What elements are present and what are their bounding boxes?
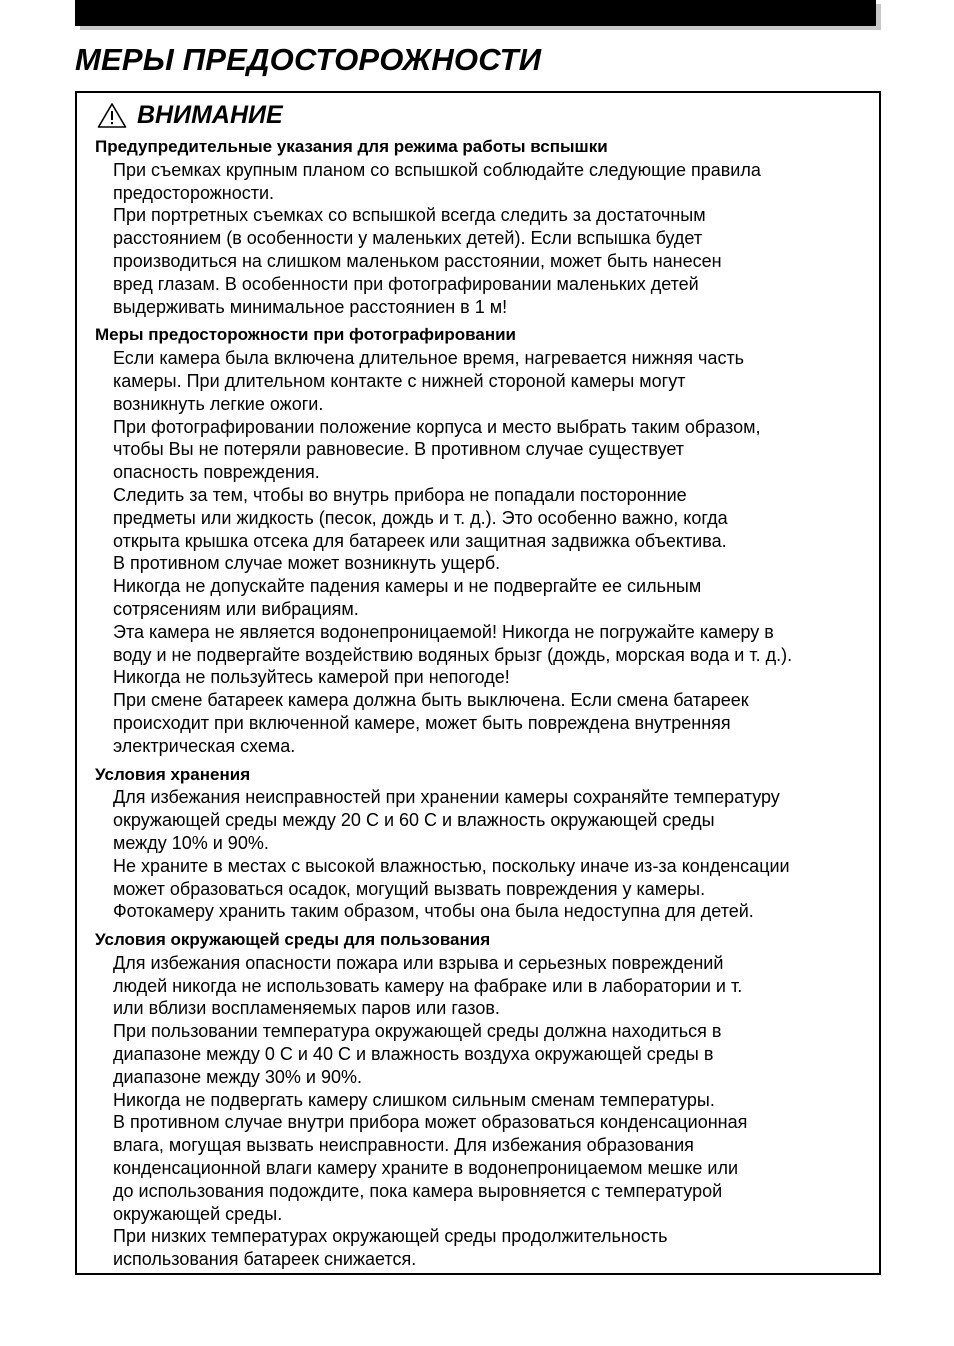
section-text-line: производиться на слишком маленьком расстоянии, может быть нанесен — [113, 250, 722, 271]
section-text-line: Никогда не допускайте падения камеры и не подвергайте ее сильным — [113, 576, 702, 597]
section-text-line: Никогда не подвергать камеру слишком сильным сменам температуры. — [113, 1089, 715, 1110]
warning-header — [97, 100, 283, 130]
section-text-line: В противном случае может возникнуть ущерб. — [113, 553, 501, 574]
warning-content — [95, 136, 875, 1271]
section-text-line: В противном случае внутри прибора может образоваться конденсационная — [113, 1112, 748, 1133]
section — [95, 324, 875, 757]
section-text-line: Для избежания неисправностей при хранении камеры сохраняйте температуру — [113, 787, 780, 808]
section-text-line: чтобы Вы не потеряли равновесие. В противном случае существует — [113, 439, 685, 460]
section-text-line: людей никогда не использовать камеру на фабраке или в лаборатории и т. — [113, 975, 743, 996]
warning-box — [75, 91, 881, 1275]
section-text-line: электрическая схема. — [113, 735, 296, 756]
section-text-line: может образоваться осадок, могущий вызвать повреждения у камеры. — [113, 878, 706, 899]
section-text-line: Следить за тем, чтобы во внутрь прибора не попадали посторонние — [113, 484, 687, 505]
section — [95, 764, 875, 924]
section-text-line: открыта крышка отсека для батареек или защитная задвижка объектива. — [113, 530, 727, 551]
section-text-line: При низких температурах окружающей среды продолжительность — [113, 1226, 668, 1247]
section-text-line: вред глазам. В особенности при фотографировании маленьких детей — [113, 273, 699, 294]
section-text-line: конденсационной влаги камеру храните в водонепроницаемом мешке или — [113, 1158, 739, 1179]
section-text-line: Не храните в местах с высокой влажностью, поскольку иначе из-за конденсации — [113, 855, 790, 876]
section-title: Меры предосторожности при фотографировании — [95, 325, 517, 345]
section-text-line: влага, могущая вызвать неисправности. Для избежания образования — [113, 1135, 694, 1156]
section — [95, 929, 875, 1271]
section-text-line: Для избежания опасности пожара или взрыва и серьезных повреждений — [113, 952, 724, 973]
section-text-line: сотрясениям или вибрациям. — [113, 598, 359, 619]
section-text-line: возникнуть легкие ожоги. — [113, 393, 324, 414]
section-text-line: Если камера была включена длительное время, нагревается нижняя часть — [113, 348, 745, 369]
section-text-line: расстоянием (в особенности у маленьких детей). Если вспышка будет — [113, 228, 703, 249]
page-title: МЕРЫ ПРЕДОСТОРОЖНОСТИ — [75, 42, 542, 77]
section-text-line: окружающей среды между 20 С и 60 С и влажность окружающей среды — [113, 810, 715, 831]
section-text-line: выдерживать минимальное расстояниен в 1 м! — [113, 296, 508, 317]
section-text-line: использования батареек снижается. — [113, 1249, 417, 1270]
section-text-line: окружающей среды. — [113, 1203, 283, 1224]
section-text-line: предосторожности. — [113, 182, 275, 203]
section-title: Условия окружающей среды для пользования — [95, 930, 491, 950]
section-title: Предупредительные указания для режима работы вспышки — [95, 137, 608, 156]
section-text-line: При портретных съемках со вспышкой всегда следить за достаточным — [113, 205, 706, 226]
section-text-line: предметы или жидкость (песок, дождь и т. д.). Это особенно важно, когда — [113, 507, 728, 528]
warning-triangle-icon — [97, 102, 127, 129]
section-text-line: до использования подождите, пока камера выровняется с температурой — [113, 1180, 723, 1201]
section-text-line: диапазоне между 0 С и 40 С и влажность воздуха окружающей среды в — [113, 1044, 714, 1065]
section-text-line: При съемках крупным планом со вспышкой соблюдайте следующие правила — [113, 159, 761, 180]
section-text-line: опасность повреждения. — [113, 462, 320, 483]
section-title: Условия хранения — [95, 764, 251, 784]
section-text-line: воду и не подвергайте воздействию водяных брызг (дождь, морская вода и т. д.). — [113, 644, 793, 665]
section-text-line: происходит при включенной камере, может быть повреждена внутренняя — [113, 712, 731, 733]
section — [95, 136, 875, 318]
section-text-line: При пользовании температура окружающей среды должна находиться в — [113, 1021, 722, 1042]
warning-title: ВНИМАНИЕ — [137, 100, 283, 129]
header-bar — [75, 0, 876, 26]
section-text-line: диапазоне между 30% и 90%. — [113, 1066, 362, 1087]
section-text-line: При фотографировании положение корпуса и место выбрать таким образом, — [113, 416, 761, 437]
section-text-line: камеры. При длительном контакте с нижней стороной камеры могут — [113, 370, 686, 391]
section-text-line: между 10% и 90%. — [113, 832, 269, 853]
section-text-line: Эта камера не является водонепроницаемой! Никогда не погружайте камеру в — [113, 621, 774, 642]
section-text-line: При смене батареек камера должна быть выключена. Если смена батареек — [113, 690, 749, 711]
section-text-line: или вблизи воспламеняемых паров или газов. — [113, 998, 500, 1019]
section-text-line: Фотокамеру хранить таким образом, чтобы она была недоступна для детей. — [113, 901, 754, 922]
section-text-line: Никогда не пользуйтесь камерой при непогоде! — [113, 667, 510, 688]
